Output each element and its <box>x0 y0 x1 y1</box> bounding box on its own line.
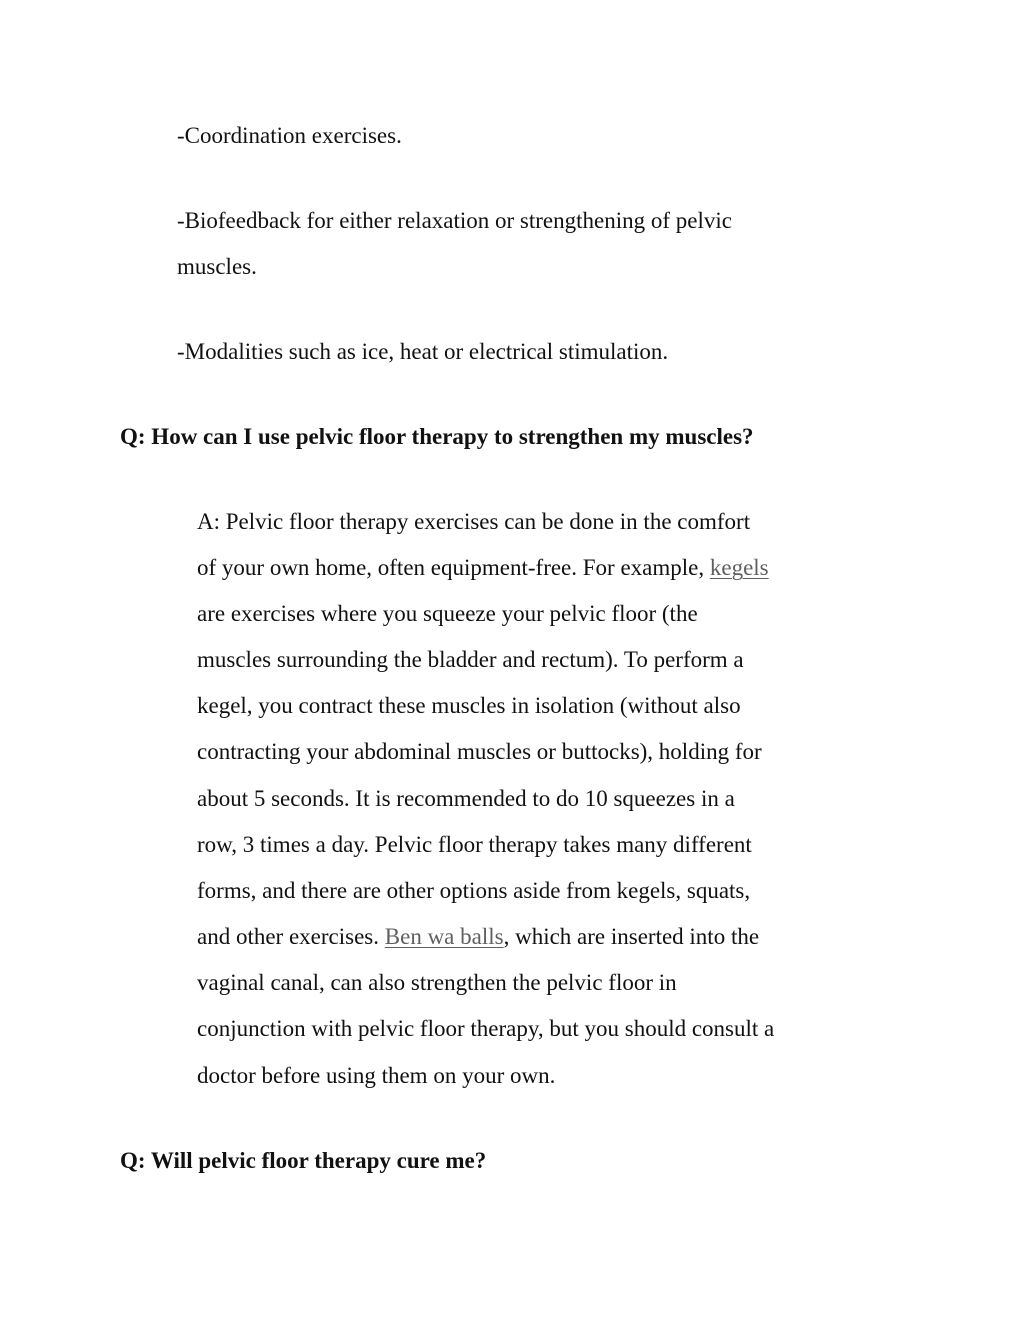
answer-line <box>197 922 759 952</box>
answer-text: , which are inserted into the <box>503 924 760 949</box>
bullet-modalities: -Modalities such as ice, heat or electrical stimulation. <box>177 339 669 364</box>
bullet-coordination: -Coordination exercises. <box>177 123 402 148</box>
bullet-biofeedback-line-1: -Biofeedback for either relaxation or strengthening of pelvic <box>177 208 732 233</box>
bullet-biofeedback-line-2: muscles. <box>177 254 257 279</box>
answer-line: kegel, you contract these muscles in isolation (without also <box>197 693 741 718</box>
answer-line: vaginal canal, can also strengthen the pelvic floor in <box>197 970 677 995</box>
answer-line: row, 3 times a day. Pelvic floor therapy takes many different <box>197 832 752 857</box>
question-strengthen-muscles: Q: How can I use pelvic floor therapy to strengthen my muscles? <box>120 424 754 449</box>
answer-line: A: Pelvic floor therapy exercises can be done in the comfort <box>197 509 751 534</box>
answer-line: conjunction with pelvic floor therapy, but you should consult a <box>197 1016 775 1041</box>
kegels-link[interactable]: kegels <box>709 555 769 580</box>
answer-text: of your own home, often equipment-free. For example, <box>197 555 710 580</box>
answer-line: are exercises where you squeeze your pelvic floor (the <box>197 601 698 626</box>
answer-line: muscles surrounding the bladder and rectum). To perform a <box>197 647 744 672</box>
answer-line <box>197 553 769 583</box>
ben-wa-balls-link[interactable]: Ben wa balls <box>384 924 504 949</box>
answer-line: forms, and there are other options aside from kegels, squats, <box>197 878 751 903</box>
answer-line: doctor before using them on your own. <box>197 1063 556 1088</box>
question-cure: Q: Will pelvic floor therapy cure me? <box>120 1148 487 1173</box>
answer-line: about 5 seconds. It is recommended to do 10 squeezes in a <box>197 786 735 811</box>
answer-line: contracting your abdominal muscles or buttocks), holding for <box>197 739 762 764</box>
answer-text: and other exercises. <box>197 924 385 949</box>
